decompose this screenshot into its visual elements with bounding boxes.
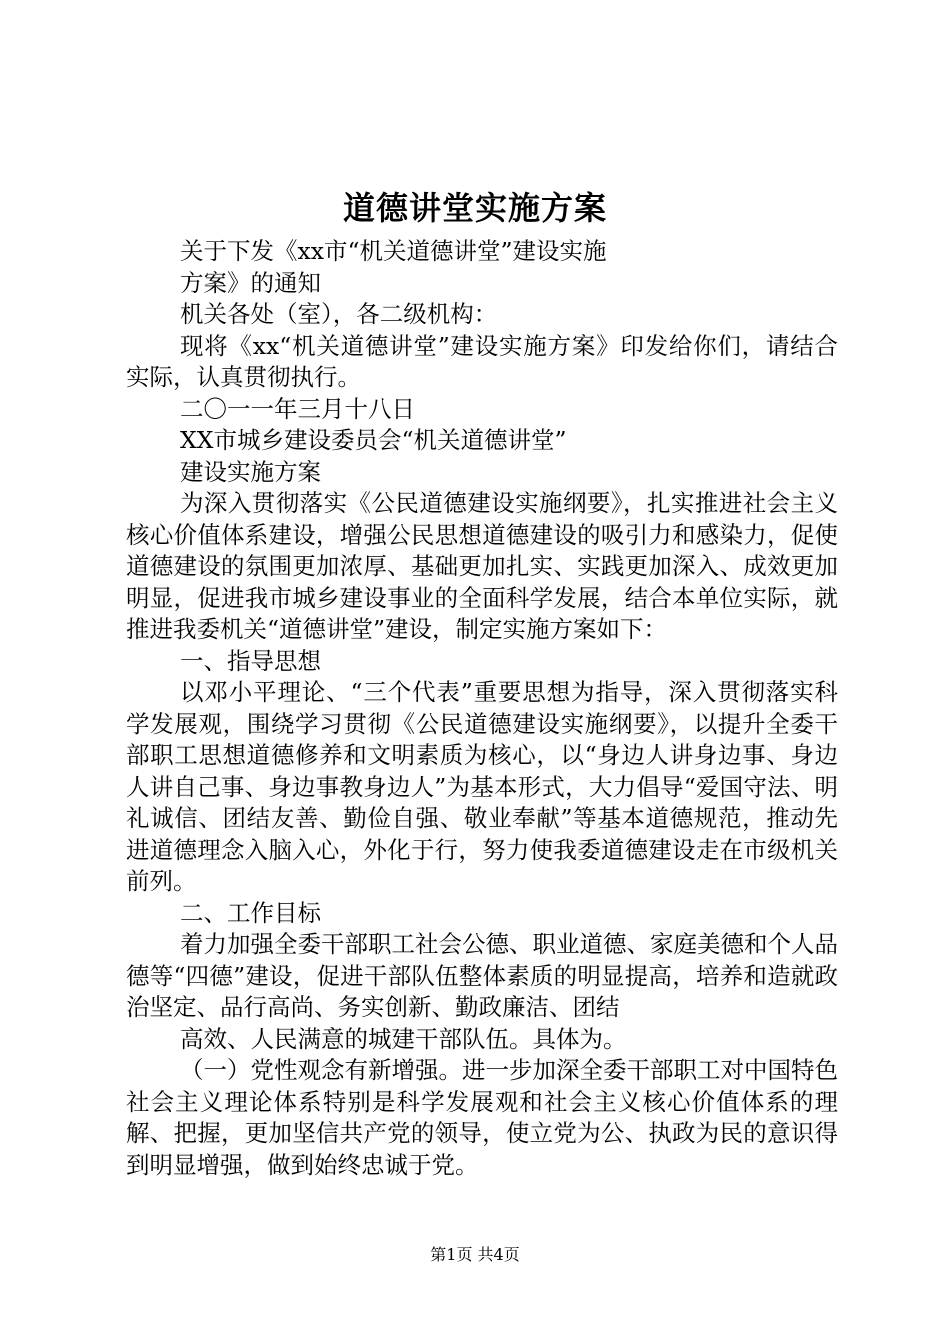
paragraph: 高效、人民满意的城建干部队伍。具体为。 bbox=[180, 1024, 627, 1053]
document-body bbox=[126, 236, 838, 1181]
paragraph: 为深入贯彻落实《公民道德建设实施纲要》，扎实推进社会主义核心价值体系建设，增强公民思想道德建设的吸引力和感染力，促使道德建设的氛围更加浓厚、基础更加扎实、实践更加深入、成效更加明显，促进我市城乡建设事业的全面科学发展，结合本单位实际，就推进我委机关“道德讲堂”建设，制定实施方案如下： bbox=[126, 489, 838, 643]
paragraph: （一）党性观念有新增强。进一步加深全委干部职工对中国特色社会主义理论体系特别是科学发展观和社会主义核心价值体系的理解、把握，更加坚信共产党的领导，使立党为公、执政为民的意识得到明显增强，做到始终忠诚于党。 bbox=[126, 1056, 838, 1179]
paragraph: 关于下发《xx市“机关道德讲堂”建设实施 bbox=[180, 237, 607, 265]
section-heading: 一、指导思想 bbox=[180, 646, 321, 675]
section-heading: 二、工作目标 bbox=[180, 898, 321, 927]
document-title: 道德讲堂实施方案 bbox=[342, 189, 607, 227]
paragraph: XX市城乡建设委员会“机关道德讲堂” bbox=[180, 426, 567, 454]
page-number-footer: 第1页 共4页 bbox=[430, 1245, 520, 1264]
paragraph: 现将《xx“机关道德讲堂”建设实施方案》印发给你们，请结合实际，认真贯彻执行。 bbox=[126, 331, 838, 391]
paragraph: 以邓小平理论、“三个代表”重要思想为指导，深入贯彻落实科学发展观，围绕学习贯彻《公民道德建设实施纲要》，以提升全委干部职工思想道德修养和文明素质为核心，以“身边人讲身边事、身边人讲自己事、身边事教身边人”为基本形式，大力倡导“爱国守法、明礼诚信、团结友善、勤俭自强、敬业奉献”等基本道德规范，推动先进道德理念入脑入心，外化于行，努力使我委道德建设走在市级机关前列。 bbox=[126, 678, 838, 895]
paragraph: 二〇一一年三月十八日 bbox=[180, 394, 415, 423]
paragraph: 机关各处（室），各二级机构： bbox=[180, 300, 498, 328]
paragraph: 建设实施方案 bbox=[180, 457, 321, 486]
paragraph: 方案》的通知 bbox=[180, 268, 321, 297]
paragraph: 着力加强全委干部职工社会公德、职业道德、家庭美德和个人品德等“四德”建设，促进干部队伍整体素质的明显提高，培养和造就政治坚定、品行高尚、务实创新、勤政廉洁、团结 bbox=[126, 930, 838, 1021]
